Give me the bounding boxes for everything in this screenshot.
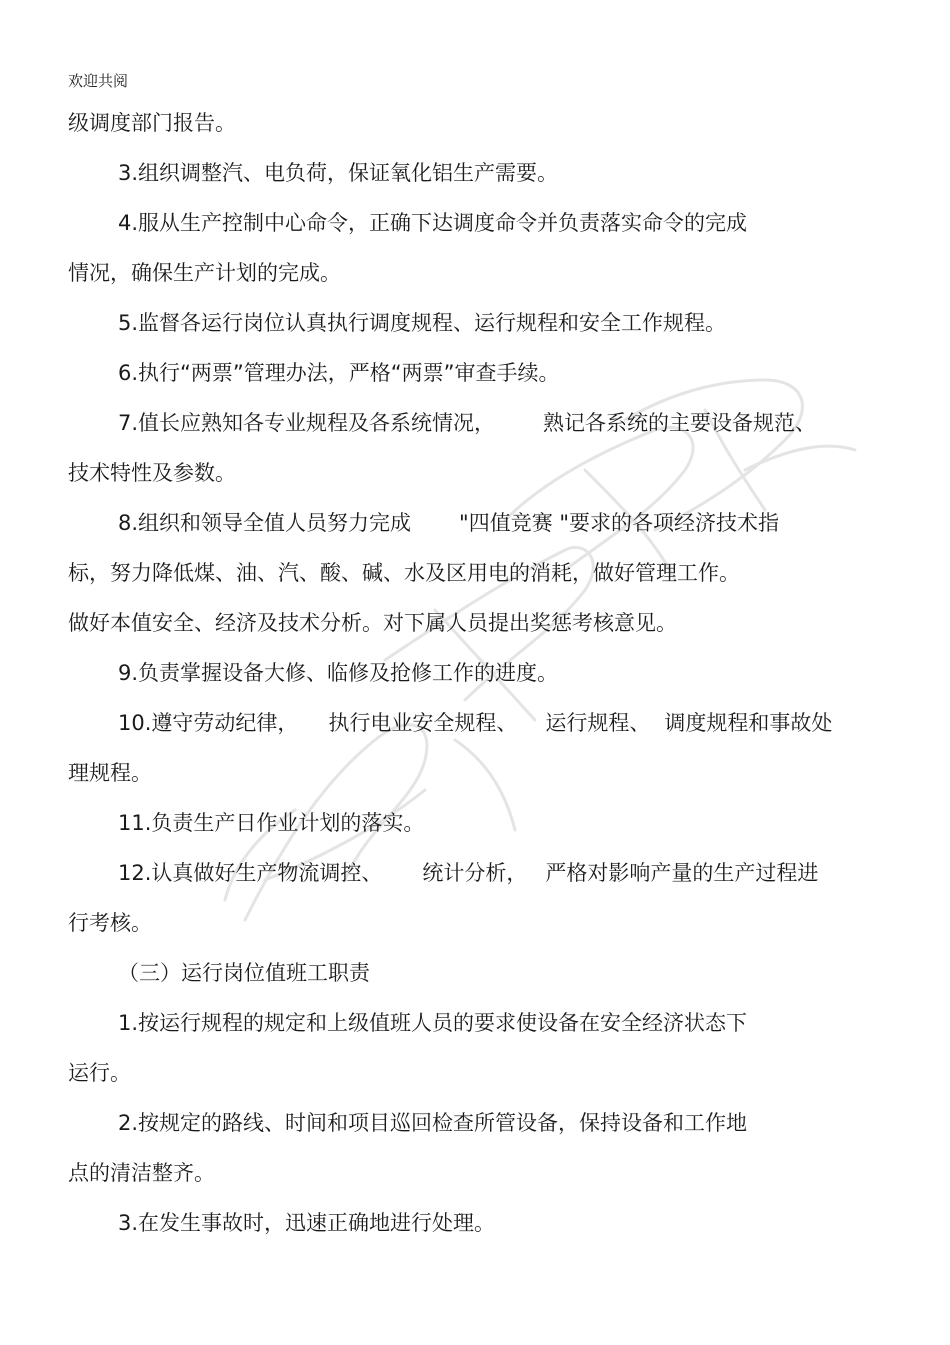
text-line: 4.服从生产控制中心命令，正确下达调度命令并负责落实命令的完成 xyxy=(118,211,748,235)
text-segment: 熟记各系统的主要设备规范、 xyxy=(543,411,817,435)
text-line: 5.监督各运行岗位认真执行调度规程、运行规程和安全工作规程。 xyxy=(118,311,727,335)
text-line: 11.负责生产日作业计划的落实。 xyxy=(118,811,425,835)
section-heading: （三）运行岗位值班工职责 xyxy=(118,961,370,985)
text-line xyxy=(118,710,832,736)
text-line: 做好本值安全、经济及技术分析。对下属人员提出奖惩考核意见。 xyxy=(68,611,677,635)
text-segment: 运行规程、 xyxy=(545,711,651,735)
text-line: 理规程。 xyxy=(68,761,152,785)
text-line: 1.按运行规程的规定和上级值班人员的要求使设备在安全经济状态下 xyxy=(118,1011,748,1035)
text-segment: 10.遵守劳动纪律， xyxy=(118,711,299,735)
text-segment: 7.值长应熟知各专业规程及各系统情况， xyxy=(118,411,496,435)
text-segment: 执行电业安全规程、 xyxy=(328,711,518,735)
page-header: 欢迎共阅 xyxy=(68,72,129,90)
text-line: 情况，确保生产计划的完成。 xyxy=(68,261,341,285)
text-line: 3.在发生事故时，迅速正确地进行处理。 xyxy=(118,1211,496,1235)
text-line: 6.执行“两票”管理办法，严格“两票”审查手续。 xyxy=(118,361,560,385)
text-line xyxy=(118,860,818,886)
text-segment: 调度规程和事故处 xyxy=(664,711,833,735)
text-line: 技术特性及参数。 xyxy=(68,461,236,485)
text-line: 2.按规定的路线、时间和项目巡回检查所管设备，保持设备和工作地 xyxy=(118,1111,748,1135)
text-line xyxy=(118,410,816,436)
text-line: 行考核。 xyxy=(68,911,152,935)
text-line: 3.组织调整汽、电负荷，保证氧化铝生产需要。 xyxy=(118,161,559,185)
text-segment: 8.组织和领导全值人员努力完成 xyxy=(118,511,412,535)
text-line xyxy=(118,510,779,536)
text-segment: "四值竞赛 "要求的各项经济技术指 xyxy=(459,511,780,535)
text-segment: 统计分析， xyxy=(422,861,528,885)
text-line: 点的清洁整齐。 xyxy=(68,1161,215,1185)
text-line: 9.负责掌握设备大修、临修及抢修工作的进度。 xyxy=(118,661,559,685)
text-line: 级调度部门报告。 xyxy=(68,111,236,135)
text-segment: 严格对影响产量的生产过程进 xyxy=(545,861,819,885)
text-line: 标，努力降低煤、油、汽、酸、碱、水及区用电的消耗，做好管理工作。 xyxy=(68,561,740,585)
text-line: 运行。 xyxy=(68,1061,131,1085)
text-segment: 12.认真做好生产物流调控、 xyxy=(118,861,383,885)
